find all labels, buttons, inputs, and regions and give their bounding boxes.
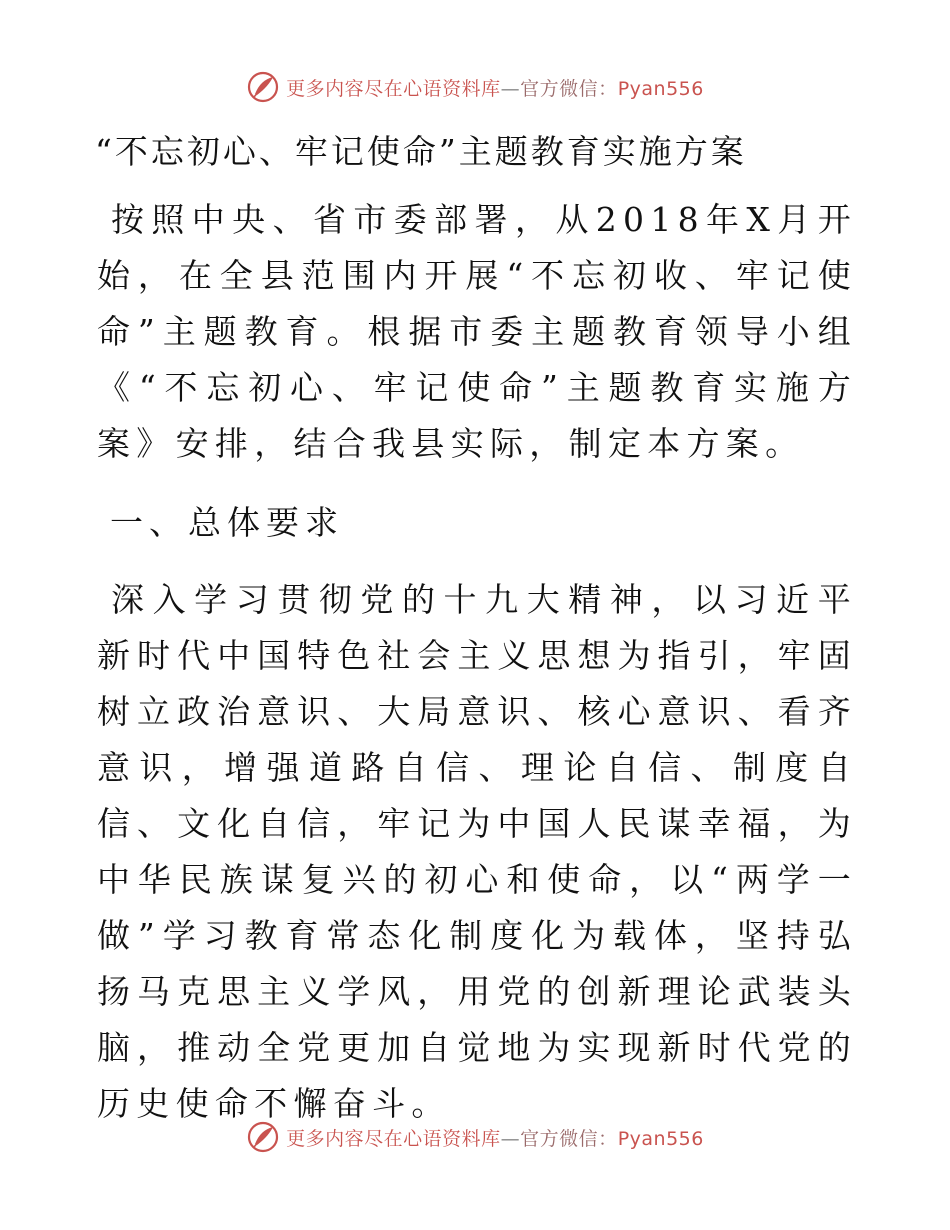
- watermark-wechat-id: Pyan556: [617, 1127, 704, 1150]
- watermark-separator: —: [500, 1127, 521, 1150]
- watermark-site-text: 更多内容尽在心语资料库: [286, 77, 501, 100]
- quill-logo-icon: [246, 70, 280, 104]
- watermark-site-text: 更多内容尽在心语资料库: [286, 1127, 501, 1150]
- watermark-wechat-id: Pyan556: [617, 77, 704, 100]
- footer-watermark: [0, 1120, 950, 1154]
- watermark-text: [286, 74, 704, 101]
- intro-paragraph: 按照中央、省市委部署，从2018年X月开始，在全县范围内开展“不忘初收、牢记使命”主题教育。根据市委主题教育领导小组《“不忘初心、牢记使命”主题教育实施方案》安排，结合我县实际，制定本方案。: [97, 200, 857, 463]
- watermark-separator: —: [500, 77, 521, 100]
- watermark-text: [286, 1124, 704, 1151]
- quill-logo-icon: [246, 1120, 280, 1154]
- header-watermark: [0, 70, 950, 104]
- document-title: “不忘初心、牢记使命”主题教育实施方案: [95, 132, 747, 171]
- section-heading-general-requirements: 一、总体要求: [110, 503, 344, 542]
- section-body-paragraph: 深入学习贯彻党的十九大精神，以习近平新时代中国特色社会主义思想为指引，牢固树立政治意识、大局意识、核心意识、看齐意识，增强道路自信、理论自信、制度自信、文化自信，牢记为中国人民谋幸福，为中华民族谋复兴的初心和使命，以“两学一做”学习教育常态化制度化为载体，坚持弘扬马克思主义学风，用党的创新理论武装头脑，推动全党更加自觉地为实现新时代党的历史使命不懈奋斗。: [97, 580, 857, 1123]
- watermark-wechat-label: 官方微信：: [520, 77, 618, 100]
- watermark-wechat-label: 官方微信：: [520, 1127, 618, 1150]
